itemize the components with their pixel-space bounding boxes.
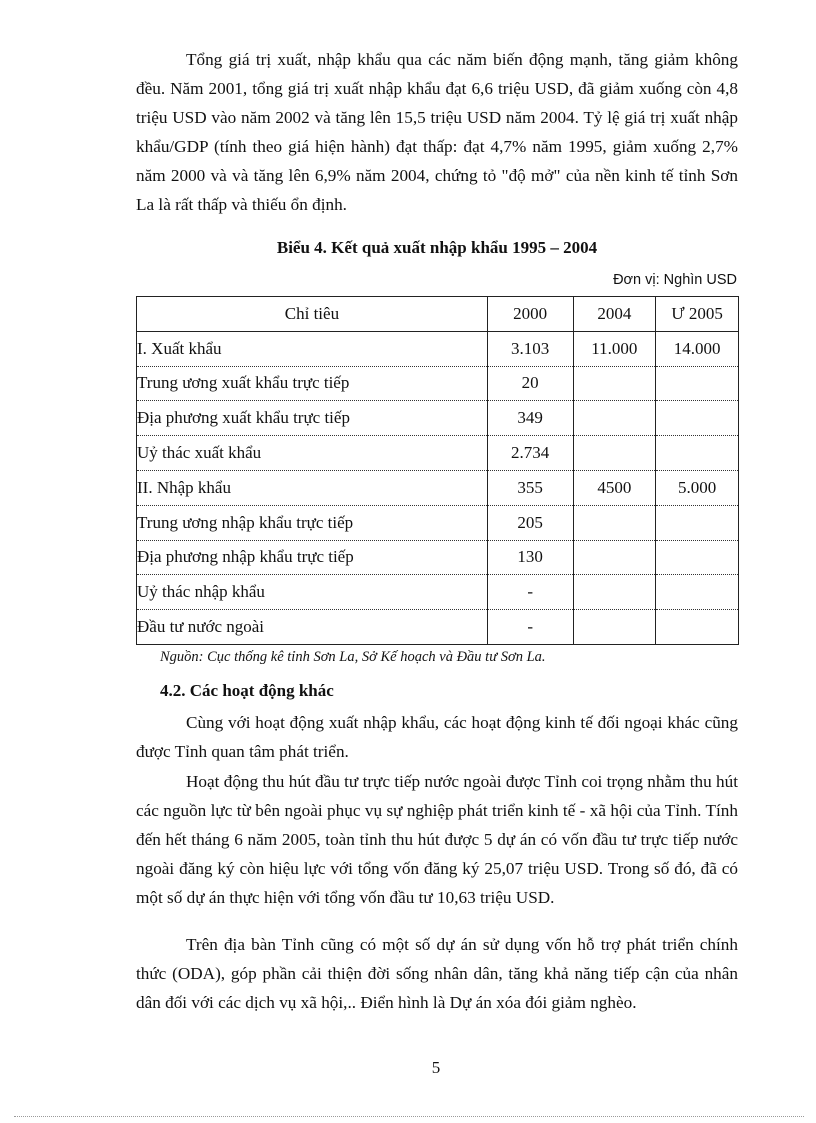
table-row: [137, 505, 739, 540]
cell-2005: [656, 610, 739, 645]
row-label: I. Xuất khẩu: [137, 331, 488, 366]
intro-paragraph: Tổng giá trị xuất, nhập khẩu qua các năm biến động mạnh, tăng giảm không đều. Năm 2001, tổng giá trị xuất nhập khẩu đạt 6,6 triệu USD, đã giảm xuống còn 4,8 triệu USD vào năm 2002 và tăng lên 15,5 triệu USD năm 2004. Tỷ lệ giá trị xuất nhập khẩu/GDP (tính theo giá hiện hành) đạt thấp: đạt 4,7% năm 1995, giảm xuống 2,7% năm 2000 và và tăng lên 6,9% năm 2004, chứng tỏ "độ mở" của nền kinh tế tỉnh Sơn La là rất thấp và thiếu ổn định.: [136, 50, 738, 214]
body-paragraph: Hoạt động thu hút đầu tư trực tiếp nước ngoài được Tỉnh coi trọng nhằm thu hút các nguồn lực từ bên ngoài phục vụ sự nghiệp phát triển kinh tế - xã hội của Tỉnh. Tính đến hết tháng 6 năm 2005, toàn tỉnh thu hút được 5 dự án có vốn đầu tư trực tiếp nước ngoài đăng ký còn hiệu lực với tổng vốn đăng ký 25,07 triệu USD. Trong số đó, đã có một số dự án thực hiện với tổng vốn đầu tư 10,63 triệu USD.: [136, 772, 738, 907]
cell-2000: 20: [487, 366, 573, 401]
cell-2005: [656, 505, 739, 540]
cell-2000: -: [487, 575, 573, 610]
header-2000: 2000: [487, 297, 573, 332]
header-indicator: Chỉ tiêu: [137, 297, 488, 332]
table-row: [137, 610, 739, 645]
cell-2004: [573, 366, 656, 401]
cell-2000: 205: [487, 505, 573, 540]
table-unit: Đơn vị: Nghìn USD: [613, 272, 737, 288]
table-row: [137, 470, 739, 505]
cell-2005: [656, 540, 739, 575]
row-label: Địa phương nhập khẩu trực tiếp: [137, 540, 488, 575]
cell-2005: [656, 436, 739, 471]
table-source-note: Nguồn: Cục thống kê tỉnh Sơn La, Sở Kế hoạch và Đầu tư Sơn La.: [160, 649, 546, 665]
cell-2000: 349: [487, 401, 573, 436]
cell-2005: [656, 575, 739, 610]
cell-2005: 5.000: [656, 470, 739, 505]
row-label: Trung ương xuất khẩu trực tiếp: [137, 366, 488, 401]
section-heading: 4.2. Các hoạt động khác: [160, 681, 334, 700]
row-label: Uỷ thác nhập khẩu: [137, 575, 488, 610]
table-caption: Biểu 4. Kết quả xuất nhập khẩu 1995 – 2004: [276, 238, 598, 257]
page-number: 5: [431, 1058, 441, 1077]
header-2005: Ư 2005: [656, 297, 739, 332]
page-bottom-divider: [14, 1116, 804, 1117]
cell-2005: [656, 366, 739, 401]
row-label: Đầu tư nước ngoài: [137, 610, 488, 645]
table-row: [137, 540, 739, 575]
cell-2000: 2.734: [487, 436, 573, 471]
cell-2000: 355: [487, 470, 573, 505]
cell-2004: [573, 505, 656, 540]
cell-2000: 130: [487, 540, 573, 575]
cell-2000: -: [487, 610, 573, 645]
cell-2005: 14.000: [656, 331, 739, 366]
table-row: [137, 401, 739, 436]
row-label: Địa phương xuất khẩu trực tiếp: [137, 401, 488, 436]
header-2004: 2004: [573, 297, 656, 332]
body-paragraph: Trên địa bàn Tỉnh cũng có một số dự án sử dụng vốn hỗ trợ phát triển chính thức (ODA), góp phần cải thiện đời sống nhân dân, tăng khả năng tiếp cận của nhân dân đối với các dịch vụ xã hội,.. Điển hình là Dự án xóa đói giảm nghèo.: [136, 935, 738, 1012]
cell-2004: [573, 401, 656, 436]
table-row: [137, 331, 739, 366]
cell-2004: 11.000: [573, 331, 656, 366]
cell-2005: [656, 401, 739, 436]
row-label: Uỷ thác xuất khẩu: [137, 436, 488, 471]
trade-table: [136, 296, 739, 645]
table-row: [137, 575, 739, 610]
cell-2004: 4500: [573, 470, 656, 505]
table-header-row: [137, 297, 739, 332]
cell-2004: [573, 610, 656, 645]
table-row: [137, 366, 739, 401]
body-paragraph: Cùng với hoạt động xuất nhập khẩu, các hoạt động kinh tế đối ngoại khác cũng được Tỉnh quan tâm phát triển.: [136, 713, 738, 761]
cell-2004: [573, 436, 656, 471]
row-label: II. Nhập khẩu: [137, 470, 488, 505]
cell-2000: 3.103: [487, 331, 573, 366]
table-row: [137, 436, 739, 471]
cell-2004: [573, 575, 656, 610]
row-label: Trung ương nhập khẩu trực tiếp: [137, 505, 488, 540]
cell-2004: [573, 540, 656, 575]
